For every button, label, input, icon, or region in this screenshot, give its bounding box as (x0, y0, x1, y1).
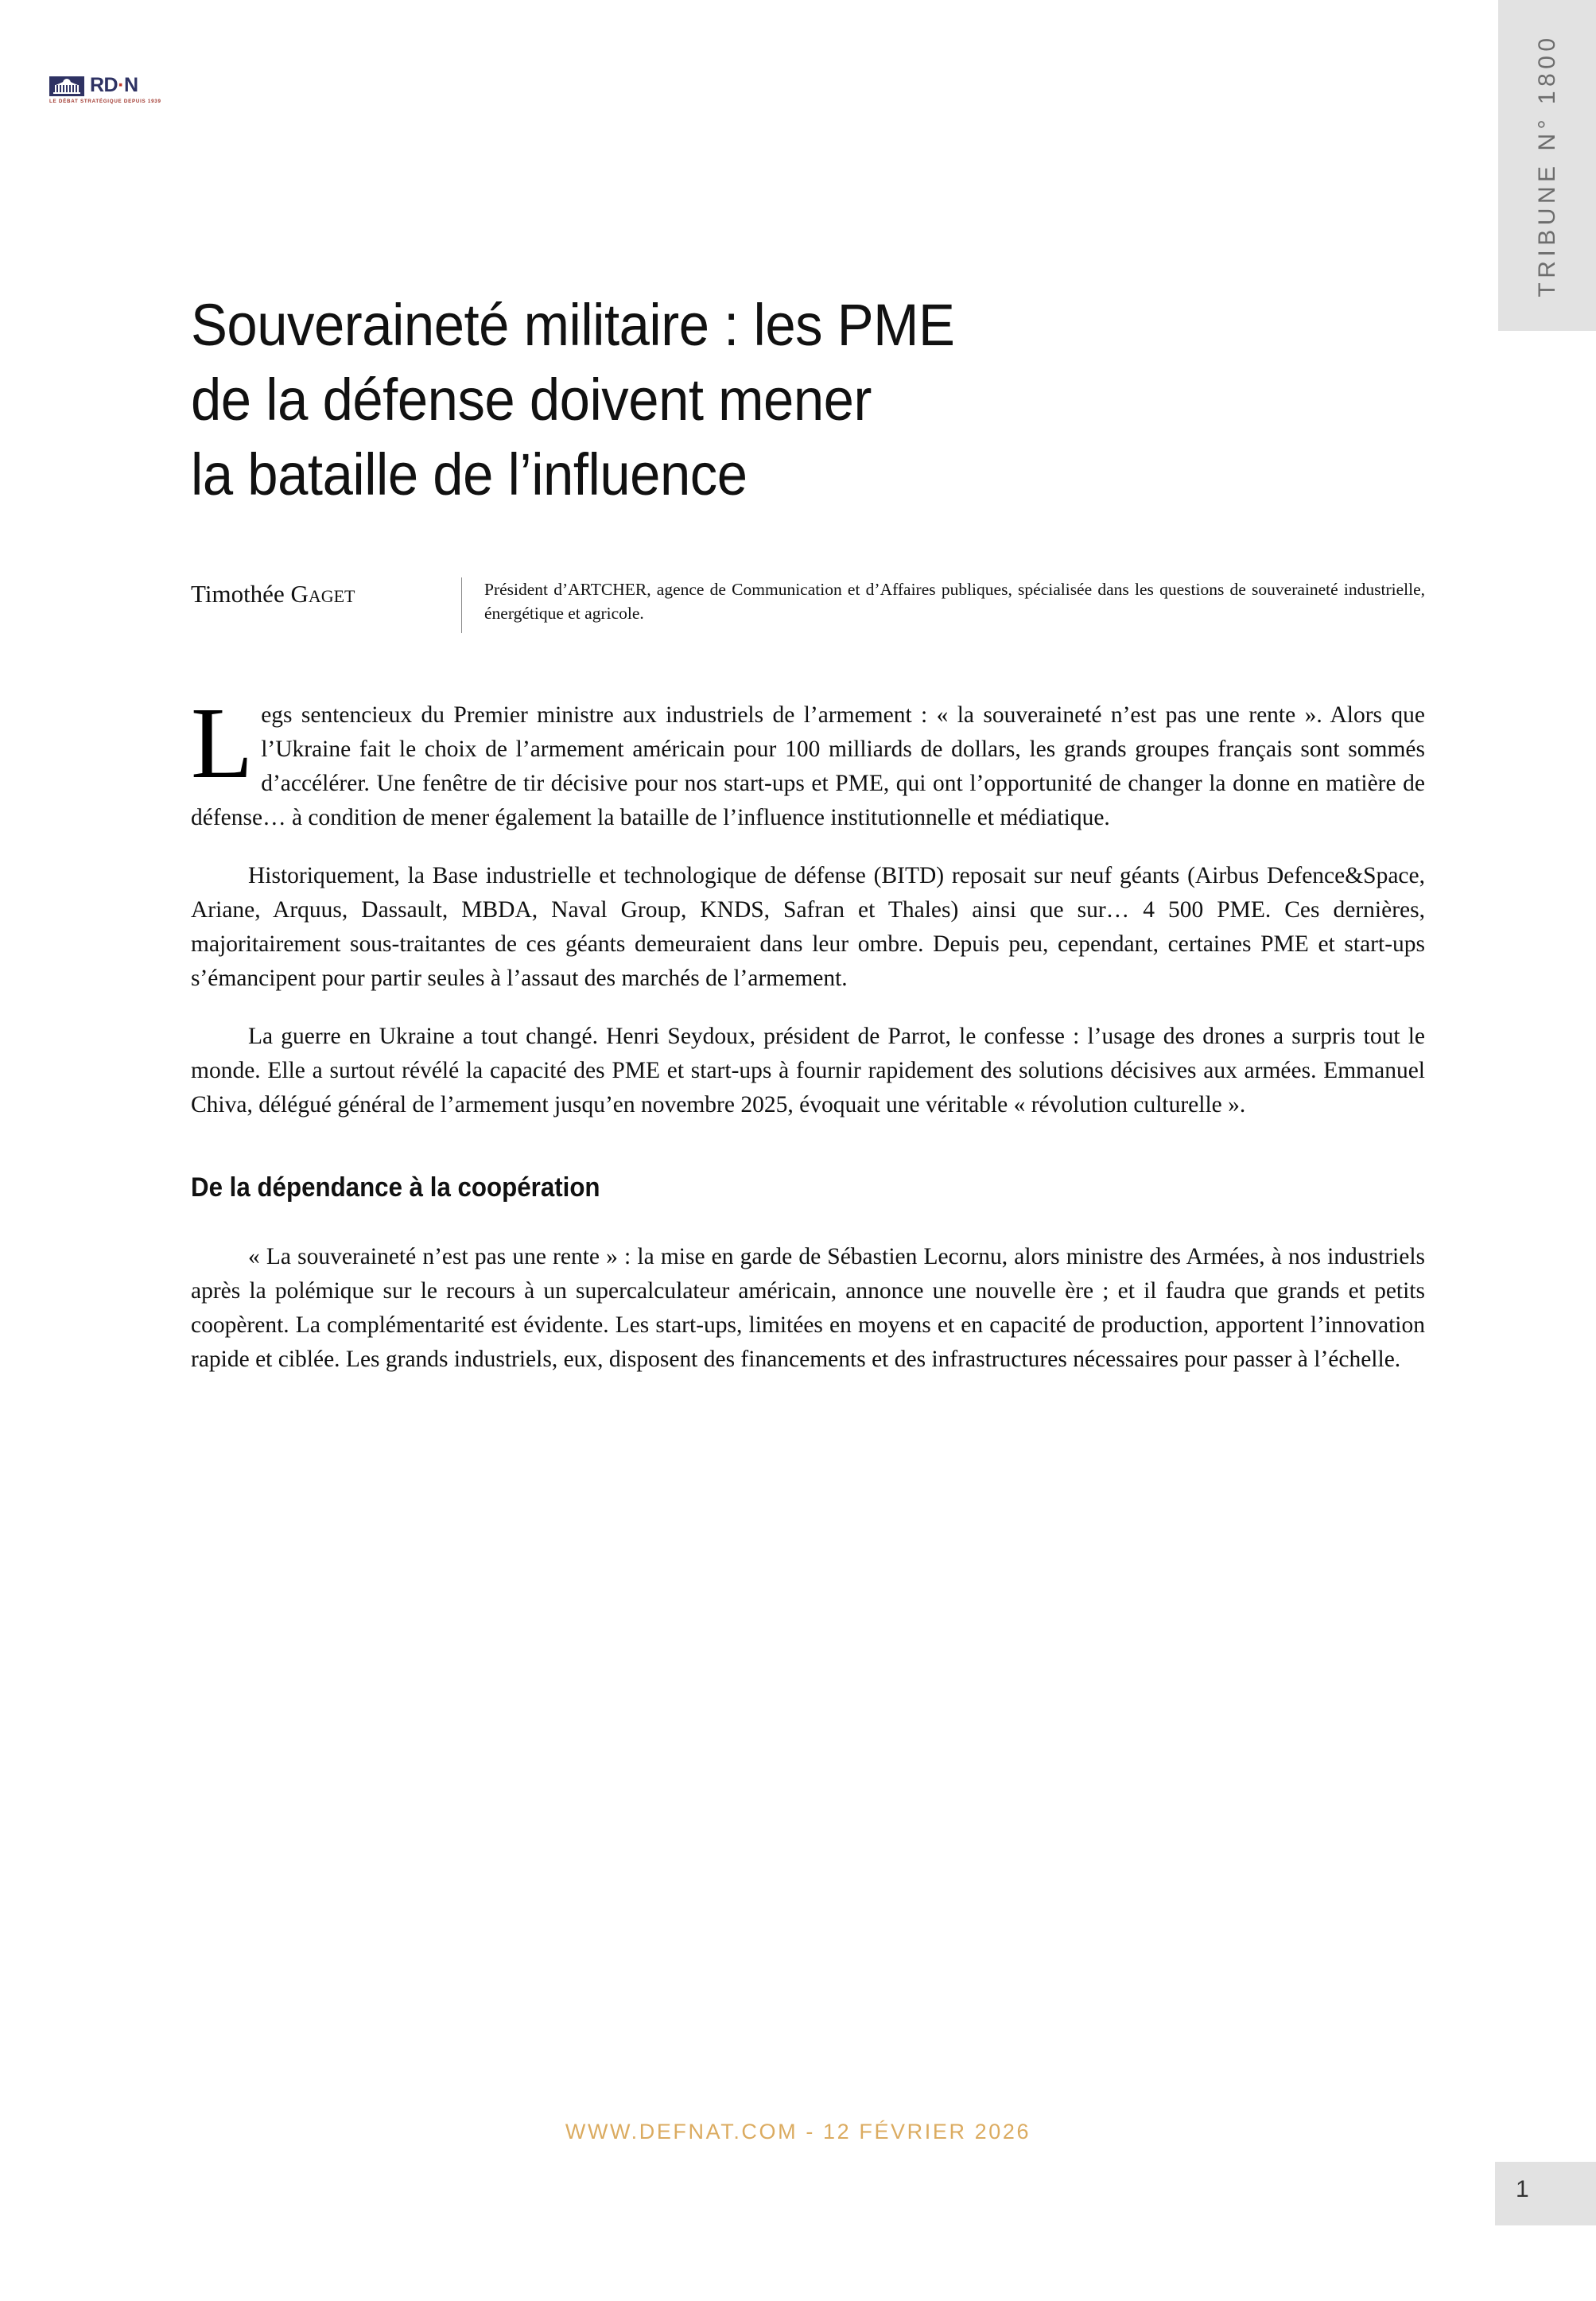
author-bio: Président d’ARTCHER, agence de Communication et d’Affaires publiques, spécialisée dans les questions de souveraineté industrielle, énergétique et agricole. (484, 580, 1425, 623)
rdn-logo (49, 74, 161, 104)
paragraph-2: Historiquement, la Base industrielle et technologique de défense (BITD) reposait sur neuf géants (Airbus Defence&Space, Ariane, Arquus, Dassault, MBDA, Naval Group, KNDS, Safran et Thales) ainsi que sur… 4 500 PME. Ces dernières, majoritairement sous-traitantes de ces géants demeuraient dans leur ombre. Depuis peu, cependant, certaines PME et start-ups s’émancipent pour partir seules à l’assaut des marchés de l’armement. (191, 863, 1425, 991)
article-content (191, 0, 1425, 1377)
classical-building-icon (49, 76, 84, 96)
columns-shape (55, 85, 79, 92)
title-line-1: Souveraineté militaire : les PME (191, 292, 955, 358)
logo-wordmark (90, 76, 138, 95)
page-number-box (1495, 2162, 1596, 2225)
byline-divider (461, 577, 462, 633)
title-line-3: la bataille de l’influence (191, 441, 748, 507)
paragraph-4: « La souveraineté n’est pas une rente » : la mise en garde de Sébastien Lecornu, alors ministre des Armées, à nos industriels après la polémique sur le recours à un supercalculateur américain, annonce une nouvelle ère ; et il faudra que grands et petits coopèrent. La complémentarité est évidente. Les start-ups, limitées en moyens et en capacité de production, apportent l’innovation rapide et ciblée. Les grands industriels, eux, disposent des financements et des infrastructures nécessaires pour passer à l’échelle. (191, 1244, 1425, 1372)
section-heading: De la dépendance à la coopération (191, 1172, 600, 1203)
logo-row (49, 76, 157, 97)
base-shape (53, 92, 80, 94)
author-name (191, 577, 461, 608)
logo-word-right: N (123, 74, 138, 96)
dropcap: L (191, 686, 254, 799)
logo-word-dot: · (118, 74, 124, 96)
logo-word-left: RD (90, 74, 118, 96)
page-title (191, 0, 1338, 507)
page-number: 1 (1516, 2176, 1529, 2202)
title-line-2: de la défense doivent mener (191, 367, 872, 433)
paragraph-1 (191, 686, 1425, 835)
tribune-label: TRIBUNE N° 1800 (1533, 33, 1560, 297)
paragraph-3: La guerre en Ukraine a tout changé. Henri Seydoux, président de Parrot, le confesse : l’usage des drones a surpris tout le monde. Elle a surtout révélé la capacité des PME et start-ups à fournir rapidement des solutions décisives aux armées. Emmanuel Chiva, délégué général de l’armement jusqu’en novembre 2025, évoquait une véritable « révolution culturelle ». (191, 1024, 1425, 1117)
logo-tagline: LE DÉBAT STRATÉGIQUE DEPUIS 1939 (49, 99, 161, 104)
paragraph-1-text: egs sentencieux du Premier ministre aux industriels de l’armement : « la souveraineté n’est pas une rente ». Alors que l’Ukraine fait le choix de l’armement américain pour 100 milliards de dollars, les grands groupes français sont sommés d’accélérer. Une fenêtre de tir décisive pour nos start-ups et PME, qui ont l’opportunité de changer la donne en matière de défense… à condition de mener également la bataille de l’influence institutionnelle et médiatique. (191, 702, 1425, 830)
author-last-name: Gaget (290, 580, 355, 608)
tribune-tab (1498, 0, 1596, 331)
author-first-name: Timothée (191, 580, 291, 608)
footer-source-line: WWW.DEFNAT.COM - 12 FÉVRIER 2026 (565, 2120, 1031, 2144)
byline (191, 577, 1425, 633)
